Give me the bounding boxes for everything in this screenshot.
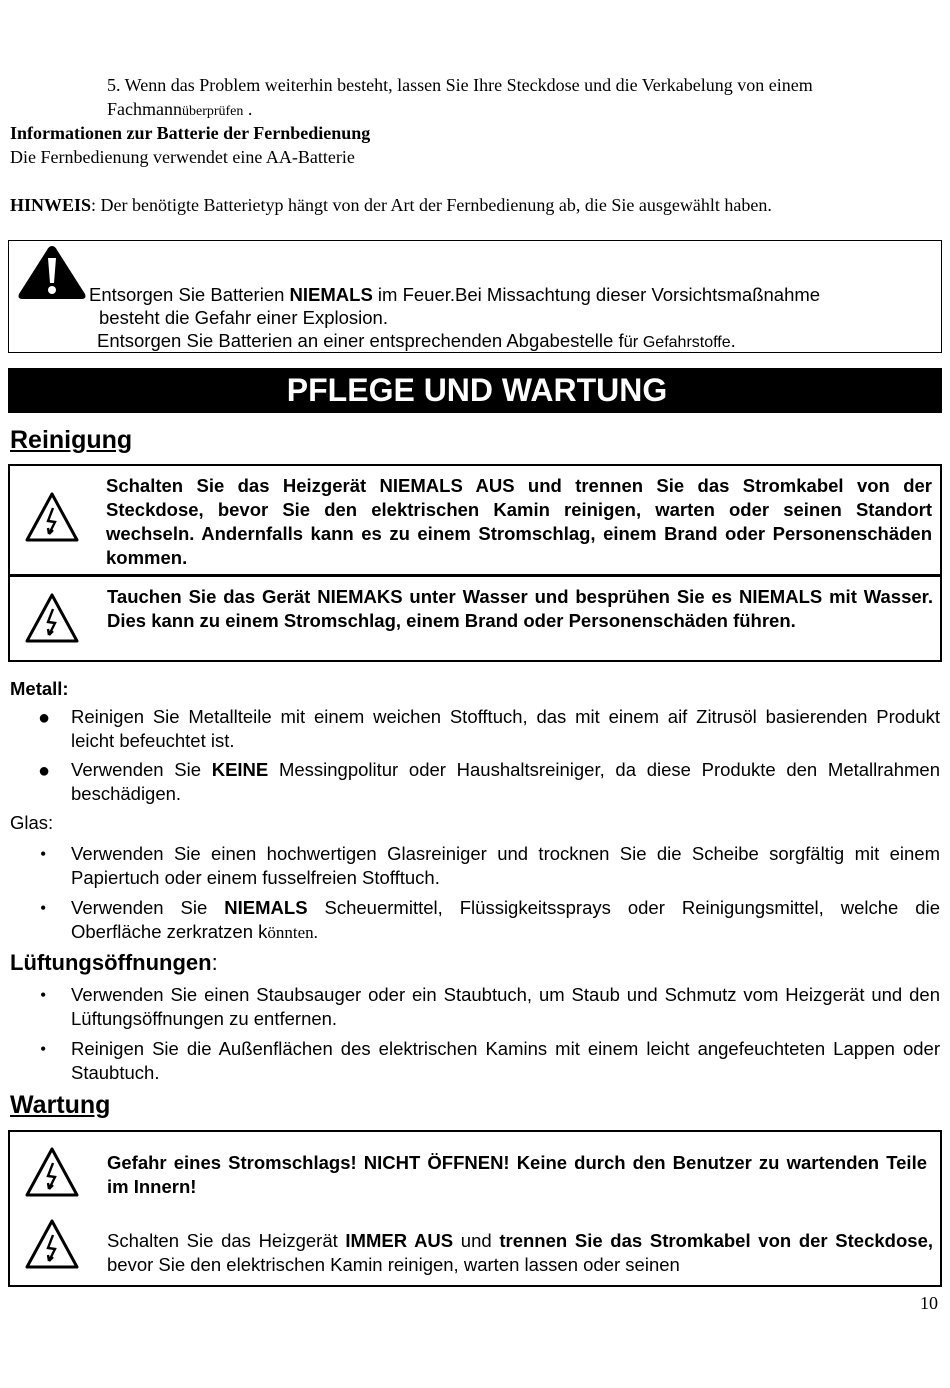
list-item bbox=[10, 758, 940, 806]
cleaning-warning-box-1 bbox=[8, 464, 942, 576]
step5-line1: 5. Wenn das Problem weiterhin besteht, lassen Sie Ihre Steckdose und die Verkabelung von einem bbox=[107, 75, 813, 95]
glass-item-2: Verwenden Sie NIEMALS Scheuermittel, Flüssigkeitssprays oder Reinigungsmittel, welche die Oberfläche zerkratzen könnten. bbox=[71, 897, 940, 942]
vents-item-2: Reinigen Sie die Außenflächen des elektrischen Kamins mit einem leicht angefeuchteten Lappen oder Staubtuch. bbox=[71, 1038, 940, 1083]
electric-shock-icon bbox=[24, 491, 80, 543]
electric-shock-icon bbox=[24, 1218, 80, 1270]
metal-label: Metall: bbox=[10, 678, 69, 699]
list-item bbox=[10, 842, 940, 890]
bullet-icon: ● bbox=[38, 707, 51, 729]
care-banner-title: PFLEGE UND WARTUNG bbox=[286, 372, 668, 408]
page-number: 10 bbox=[920, 1293, 938, 1313]
cleaning-warning-box-2 bbox=[8, 575, 942, 662]
maintenance-warning-text-2: Schalten Sie das Heizgerät IMMER AUS und trennen Sie das Stromkabel von der Steckdose, bevor Sie den elektrischen Kamin reinigen, warten lassen oder seinen bbox=[107, 1230, 933, 1275]
battery-warning-line3: Entsorgen Sie Batterien an einer entsprechenden Abgabestelle für Gefahrstoffe. bbox=[97, 330, 736, 351]
metal-item-2: Verwenden Sie KEINE Messingpolitur oder Haushaltsreiniger, da diese Produkte den Metallrahmen beschädigen. bbox=[71, 759, 940, 804]
electric-shock-icon bbox=[24, 592, 80, 644]
cleaning-heading: Reinigung bbox=[10, 426, 133, 454]
battery-note: HINWEIS: Der benötigte Batterietyp hängt von der Art der Fernbedienung ab, die Sie ausgewählt haben. bbox=[10, 195, 772, 215]
bullet-icon: • bbox=[40, 1039, 47, 1059]
vents-label: Lüftungsöffnungen: bbox=[10, 950, 218, 975]
bullet-icon: • bbox=[40, 844, 47, 864]
metal-item-1: Reinigen Sie Metallteile mit einem weichen Stofftuch, das mit einem aif Zitrusöl basierenden Produkt leicht befeuchtet ist. bbox=[71, 706, 940, 751]
maintenance-warning-text-1: Gefahr eines Stromschlags! NICHT ÖFFNEN! Keine durch den Benutzer zu wartenden Teile im Innern! bbox=[107, 1152, 927, 1197]
electric-shock-icon bbox=[24, 1146, 80, 1198]
bullet-icon: • bbox=[40, 985, 47, 1005]
list-item bbox=[10, 983, 940, 1031]
maintenance-heading: Wartung bbox=[10, 1091, 111, 1119]
battery-warning-line1: Entsorgen Sie Batterien NIEMALS im Feuer.Bei Missachtung dieser Vorsichtsmaßnahme bbox=[89, 284, 821, 305]
bullet-icon: ● bbox=[38, 760, 51, 782]
cleaning-warning-text-1: Schalten Sie das Heizgerät NIEMALS AUS und trennen Sie das Stromkabel von der Steckdose, bevor Sie den elektrischen Kamin reinigen, warten oder seinen Standort wechseln. Andernfalls kann es zu einem Stromschlag, einem Brand oder Personenschäden kommen. bbox=[106, 475, 932, 568]
step5-line2: Fachmannüberprüfen . bbox=[107, 99, 253, 119]
glass-label: Glas: bbox=[10, 812, 54, 833]
list-item bbox=[10, 896, 940, 944]
maintenance-warning-box bbox=[8, 1130, 942, 1287]
bullet-icon: • bbox=[40, 898, 47, 918]
battery-warning-line2: besteht die Gefahr einer Explosion. bbox=[99, 307, 388, 328]
vents-item-1: Verwenden Sie einen Staubsauger oder ein Staubtuch, um Staub und Schmutz vom Heizgerät und den Lüftungsöffnungen zu entfernen. bbox=[71, 984, 940, 1029]
battery-heading: Informationen zur Batterie der Fernbedienung bbox=[10, 123, 371, 143]
list-item bbox=[10, 1037, 940, 1085]
list-item bbox=[10, 705, 940, 753]
warning-exclamation-icon bbox=[17, 244, 87, 300]
battery-text: Die Fernbedienung verwendet eine AA-Batterie bbox=[10, 147, 355, 167]
glass-item-1: Verwenden Sie einen hochwertigen Glasreiniger und trocknen Sie die Scheibe sorgfältig mit einem Papiertuch oder einem fusselfreien Stofftuch. bbox=[71, 843, 940, 888]
care-banner bbox=[8, 368, 942, 413]
battery-warning-box bbox=[8, 240, 942, 353]
cleaning-warning-text-2: Tauchen Sie das Gerät NIEMAKS unter Wasser und besprühen Sie es NIEMALS mit Wasser. Dies kann zu einem Stromschlag, einem Brand oder Personenschäden führen. bbox=[107, 586, 933, 631]
